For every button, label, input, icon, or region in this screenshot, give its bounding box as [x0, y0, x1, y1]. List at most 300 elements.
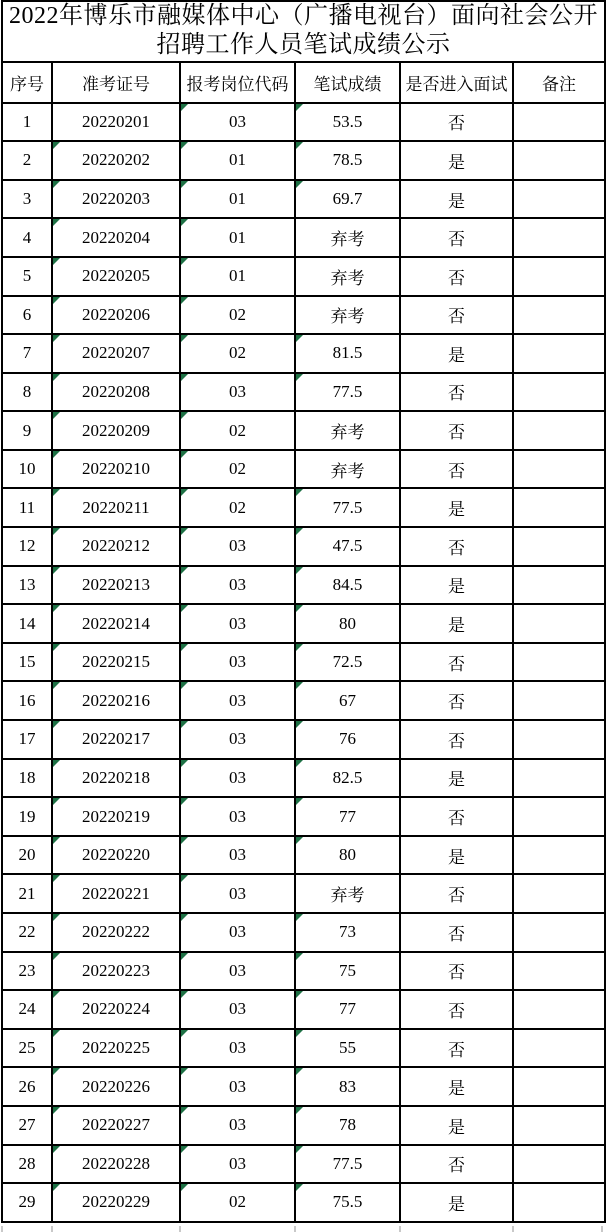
cell-remark: [513, 1029, 605, 1068]
table-row: [2, 681, 605, 720]
error-indicator-icon: [296, 528, 303, 535]
cell-exam-id-text: 20220217: [82, 729, 150, 749]
cell-exam-id-text: 20220213: [82, 574, 150, 594]
cell-interview-flag: [400, 180, 513, 219]
cell-exam-id-text: 20220216: [82, 690, 150, 710]
cell-position-code: [180, 913, 295, 952]
error-indicator-icon: [53, 451, 60, 458]
cell-interview-flag-text: 否: [448, 654, 465, 674]
cell-row-number-text: 18: [18, 767, 36, 787]
cell-position-code: [180, 218, 295, 257]
error-indicator-icon: [181, 142, 188, 149]
cell-written-score: [295, 1106, 400, 1145]
cell-remark: [513, 103, 605, 142]
cell-exam-id: [52, 1029, 180, 1068]
cell-exam-id-text: 20220211: [82, 497, 150, 517]
cell-written-score-text: 73: [339, 922, 356, 942]
table-row: [2, 566, 605, 605]
cell-exam-id: [52, 103, 180, 142]
cell-exam-id-text: 20220201: [82, 111, 150, 131]
cell-remark: [513, 527, 605, 566]
cell-exam-id: [52, 450, 180, 489]
cell-remark: [513, 373, 605, 412]
cell-exam-id-text: 20220218: [82, 767, 150, 787]
cell-written-score: [295, 373, 400, 412]
cell-exam-id-text: 20220212: [82, 536, 150, 556]
cell-row-number-text: 3: [22, 189, 32, 209]
cell-exam-id: [52, 296, 180, 335]
title-row: [2, 1, 605, 62]
cell-exam-id-text: 20220222: [82, 922, 150, 942]
cell-position-code: [180, 797, 295, 836]
error-indicator-icon: [53, 1146, 60, 1153]
cell-exam-id-text: 20220214: [82, 613, 150, 633]
table-row: [2, 296, 605, 335]
error-indicator-icon: [296, 374, 303, 381]
cell-interview-flag: [400, 1183, 513, 1222]
cell-interview-flag: [400, 952, 513, 991]
error-indicator-icon: [296, 489, 303, 496]
cell-written-score: [295, 759, 400, 798]
cell-interview-flag-text: 是: [448, 345, 465, 365]
cell-exam-id-text: 20220227: [82, 1115, 150, 1135]
table-row: [2, 218, 605, 257]
cell-position-code: [180, 257, 295, 296]
cell-interview-flag-text: 否: [448, 809, 465, 829]
cell-interview-flag: [400, 836, 513, 875]
cell-written-score-text: 78: [339, 1115, 356, 1135]
cell-row-number-text: 17: [18, 729, 36, 749]
error-indicator-icon: [53, 258, 60, 265]
cell-interview-flag-text: 否: [448, 114, 465, 134]
cell-position-code: [180, 759, 295, 798]
cell-row-number-text: 6: [22, 304, 32, 324]
cell-exam-id-text: 20220215: [82, 652, 150, 672]
cell-position-code: [180, 296, 295, 335]
cell-exam-id-text: 20220226: [82, 1076, 150, 1096]
cell-position-code: [180, 566, 295, 605]
error-indicator-icon: [181, 721, 188, 728]
cell-written-score-text: 77: [339, 999, 356, 1019]
cell-written-score: [295, 990, 400, 1029]
cell-row-number: [2, 836, 52, 875]
cell-position-code: [180, 1067, 295, 1106]
cell-position-code-text: 03: [229, 767, 246, 787]
table-row: [2, 604, 605, 643]
cell-written-score: [295, 450, 400, 489]
cell-exam-id-text: 20220202: [82, 150, 150, 170]
cell-position-code: [180, 720, 295, 759]
cell-position-code: [180, 450, 295, 489]
error-indicator-icon: [181, 914, 188, 921]
cell-interview-flag-text: 否: [448, 924, 465, 944]
table-row: [2, 874, 605, 913]
cell-remark: [513, 759, 605, 798]
cell-position-code-text: 03: [229, 111, 246, 131]
error-indicator-icon: [181, 258, 188, 265]
cell-exam-id: [52, 1106, 180, 1145]
cell-remark: [513, 1145, 605, 1184]
cell-row-number-text: 12: [18, 536, 36, 556]
cell-position-code: [180, 488, 295, 527]
table-row: [2, 373, 605, 412]
cell-position-code: [180, 1029, 295, 1068]
cell-exam-id: [52, 334, 180, 373]
cell-position-code-text: 03: [229, 381, 246, 401]
error-indicator-icon: [296, 567, 303, 574]
cell-written-score: [295, 874, 400, 913]
cell-position-code-text: 03: [229, 806, 246, 826]
cell-remark: [513, 296, 605, 335]
error-indicator-icon: [181, 1184, 188, 1191]
cell-position-code-text: 03: [229, 1153, 246, 1173]
error-indicator-icon: [181, 991, 188, 998]
cell-written-score-text: 76: [339, 729, 356, 749]
cell-interview-flag: [400, 759, 513, 798]
cell-interview-flag: [400, 257, 513, 296]
error-indicator-icon: [181, 335, 188, 342]
cell-interview-flag: [400, 488, 513, 527]
error-indicator-icon: [296, 335, 303, 342]
cell-position-code-text: 02: [229, 343, 246, 363]
cell-exam-id-text: 20220229: [82, 1192, 150, 1212]
cell-written-score-text: 77.5: [332, 1153, 363, 1173]
cell-remark: [513, 874, 605, 913]
error-indicator-icon: [53, 875, 60, 882]
cell-row-number-text: 23: [18, 960, 36, 980]
cell-row-number: [2, 488, 52, 527]
cell-written-score-text: 弃考: [330, 461, 365, 481]
error-indicator-icon: [181, 1068, 188, 1075]
column-header-interview: 是否进入面试: [400, 62, 513, 103]
cell-row-number: [2, 527, 52, 566]
cell-interview-flag-text: 否: [448, 461, 465, 481]
cell-exam-id-text: 20220209: [82, 420, 150, 440]
cell-written-score-text: 75.5: [332, 1192, 363, 1212]
cell-interview-flag: [400, 604, 513, 643]
cell-exam-id-text: 20220210: [82, 459, 150, 479]
cell-remark: [513, 180, 605, 219]
cell-interview-flag-text: 否: [448, 731, 465, 751]
table-row: [2, 952, 605, 991]
error-indicator-icon: [181, 1146, 188, 1153]
cell-written-score-text: 75: [339, 960, 356, 980]
error-indicator-icon: [296, 1184, 303, 1191]
table-row: [2, 1183, 605, 1222]
cell-row-number-text: 21: [18, 883, 36, 903]
cell-position-code: [180, 411, 295, 450]
cell-interview-flag-text: 是: [448, 577, 465, 597]
error-indicator-icon: [181, 1107, 188, 1114]
cell-written-score-text: 77: [339, 806, 356, 826]
cell-position-code-text: 03: [229, 690, 246, 710]
gridline-stub: [512, 1226, 514, 1232]
error-indicator-icon: [181, 605, 188, 612]
cell-row-number-text: 2: [22, 150, 32, 170]
error-indicator-icon: [296, 142, 303, 149]
error-indicator-icon: [296, 605, 303, 612]
error-indicator-icon: [296, 104, 303, 111]
cell-position-code: [180, 681, 295, 720]
error-indicator-icon: [53, 798, 60, 805]
error-indicator-icon: [53, 374, 60, 381]
cell-row-number-text: 14: [18, 613, 36, 633]
error-indicator-icon: [181, 219, 188, 226]
cell-remark: [513, 720, 605, 759]
cell-position-code: [180, 990, 295, 1029]
table-row: [2, 103, 605, 142]
cell-exam-id-text: 20220220: [82, 845, 150, 865]
gridline-stub: [294, 1226, 296, 1232]
error-indicator-icon: [53, 142, 60, 149]
cell-exam-id-text: 20220225: [82, 1038, 150, 1058]
cell-row-number: [2, 759, 52, 798]
cell-row-number: [2, 411, 52, 450]
error-indicator-icon: [296, 798, 303, 805]
error-indicator-icon: [181, 567, 188, 574]
error-indicator-icon: [296, 914, 303, 921]
cell-exam-id: [52, 797, 180, 836]
cell-exam-id-text: 20220219: [82, 806, 150, 826]
cell-exam-id-text: 20220208: [82, 381, 150, 401]
cell-written-score: [295, 913, 400, 952]
cell-position-code-text: 03: [229, 613, 246, 633]
cell-interview-flag: [400, 566, 513, 605]
error-indicator-icon: [53, 412, 60, 419]
error-indicator-icon: [296, 721, 303, 728]
cell-position-code-text: 03: [229, 999, 246, 1019]
cell-interview-flag: [400, 141, 513, 180]
cell-exam-id: [52, 836, 180, 875]
cell-row-number: [2, 1067, 52, 1106]
cell-row-number: [2, 566, 52, 605]
cell-interview-flag: [400, 450, 513, 489]
cell-exam-id: [52, 411, 180, 450]
table-body: [2, 103, 605, 1222]
cell-interview-flag-text: 否: [448, 1156, 465, 1176]
cell-position-code-text: 03: [229, 1115, 246, 1135]
error-indicator-icon: [181, 297, 188, 304]
cell-row-number-text: 25: [18, 1038, 36, 1058]
cell-row-number: [2, 450, 52, 489]
cell-exam-id: [52, 720, 180, 759]
cell-row-number-text: 9: [22, 420, 32, 440]
table-row: [2, 334, 605, 373]
cell-position-code: [180, 874, 295, 913]
cell-row-number-text: 13: [18, 574, 36, 594]
cell-row-number: [2, 257, 52, 296]
cell-remark: [513, 681, 605, 720]
cell-written-score-text: 78.5: [332, 150, 363, 170]
cell-exam-id-text: 20220224: [82, 999, 150, 1019]
cell-position-code-text: 03: [229, 960, 246, 980]
cell-written-score: [295, 1145, 400, 1184]
cell-remark: [513, 566, 605, 605]
cell-written-score: [295, 527, 400, 566]
error-indicator-icon: [296, 991, 303, 998]
cell-exam-id-text: 20220221: [82, 883, 150, 903]
cell-row-number: [2, 952, 52, 991]
cell-row-number: [2, 103, 52, 142]
cell-interview-flag: [400, 296, 513, 335]
cell-written-score-text: 弃考: [330, 268, 365, 288]
cell-interview-flag-text: 是: [448, 500, 465, 520]
cell-exam-id: [52, 643, 180, 682]
cell-interview-flag-text: 否: [448, 1001, 465, 1021]
error-indicator-icon: [296, 682, 303, 689]
error-indicator-icon: [53, 567, 60, 574]
cell-position-code-text: 03: [229, 1076, 246, 1096]
cell-written-score-text: 82.5: [332, 767, 363, 787]
table-row: [2, 1106, 605, 1145]
cell-remark: [513, 836, 605, 875]
cell-position-code-text: 01: [229, 150, 246, 170]
error-indicator-icon: [53, 1030, 60, 1037]
table-row: [2, 759, 605, 798]
table-row: [2, 141, 605, 180]
cell-interview-flag-text: 是: [448, 1117, 465, 1137]
table-row: [2, 450, 605, 489]
cell-written-score: [295, 1029, 400, 1068]
cell-exam-id: [52, 218, 180, 257]
error-indicator-icon: [53, 837, 60, 844]
cell-interview-flag-text: 是: [448, 847, 465, 867]
cell-written-score: [295, 1067, 400, 1106]
table-row: [2, 913, 605, 952]
cell-written-score-text: 77.5: [332, 497, 363, 517]
cell-row-number-text: 7: [22, 343, 32, 363]
cell-written-score: [295, 141, 400, 180]
error-indicator-icon: [296, 837, 303, 844]
cell-exam-id: [52, 180, 180, 219]
cell-row-number: [2, 797, 52, 836]
cell-row-number-text: 27: [18, 1115, 36, 1135]
error-indicator-icon: [296, 1068, 303, 1075]
column-header-no: 序号: [2, 62, 52, 103]
table-row: [2, 257, 605, 296]
cell-row-number: [2, 643, 52, 682]
cell-remark: [513, 604, 605, 643]
table-row: [2, 836, 605, 875]
cell-exam-id: [52, 759, 180, 798]
error-indicator-icon: [181, 374, 188, 381]
cell-written-score-text: 47.5: [332, 536, 363, 556]
cell-position-code-text: 03: [229, 845, 246, 865]
gridline-stub: [179, 1226, 181, 1232]
cell-exam-id: [52, 566, 180, 605]
cell-written-score: [295, 797, 400, 836]
cell-written-score: [295, 1183, 400, 1222]
error-indicator-icon: [53, 682, 60, 689]
cell-row-number-text: 11: [18, 497, 36, 517]
error-indicator-icon: [181, 837, 188, 844]
cell-written-score: [295, 836, 400, 875]
cell-position-code-text: 03: [229, 922, 246, 942]
cell-interview-flag: [400, 411, 513, 450]
error-indicator-icon: [53, 914, 60, 921]
cell-position-code-text: 01: [229, 266, 246, 286]
cell-written-score: [295, 720, 400, 759]
cell-exam-id: [52, 952, 180, 991]
cell-interview-flag: [400, 1029, 513, 1068]
cell-remark: [513, 488, 605, 527]
column-header-position-code: 报考岗位代码: [180, 62, 295, 103]
cell-row-number: [2, 218, 52, 257]
cell-remark: [513, 411, 605, 450]
cell-position-code-text: 01: [229, 189, 246, 209]
error-indicator-icon: [181, 953, 188, 960]
error-indicator-icon: [296, 760, 303, 767]
cell-interview-flag-text: 是: [448, 616, 465, 636]
cell-exam-id: [52, 488, 180, 527]
cell-row-number-text: 22: [18, 922, 36, 942]
gridline-stub: [601, 1226, 603, 1232]
cell-row-number-text: 16: [18, 690, 36, 710]
cell-position-code: [180, 180, 295, 219]
cell-row-number: [2, 874, 52, 913]
table-row: [2, 1145, 605, 1184]
cell-position-code-text: 03: [229, 536, 246, 556]
cell-row-number: [2, 681, 52, 720]
cell-interview-flag: [400, 218, 513, 257]
cell-row-number-text: 26: [18, 1076, 36, 1096]
cell-exam-id-text: 20220205: [82, 266, 150, 286]
error-indicator-icon: [181, 181, 188, 188]
cell-written-score: [295, 334, 400, 373]
cell-row-number-text: 24: [18, 999, 36, 1019]
table-row: [2, 990, 605, 1029]
error-indicator-icon: [181, 104, 188, 111]
cell-row-number-text: 29: [18, 1192, 36, 1212]
error-indicator-icon: [296, 644, 303, 651]
cell-row-number: [2, 180, 52, 219]
error-indicator-icon: [53, 1107, 60, 1114]
cell-row-number: [2, 1029, 52, 1068]
error-indicator-icon: [181, 760, 188, 767]
cell-row-number-text: 15: [18, 652, 36, 672]
cutoff-gridlines: [0, 1226, 608, 1232]
page-title: 2022年博乐市融媒体中心（广播电视台）面向社会公开招聘工作人员笔试成绩公示: [2, 1, 605, 62]
cell-row-number-text: 10: [18, 459, 36, 479]
cell-position-code-text: 03: [229, 574, 246, 594]
error-indicator-icon: [53, 297, 60, 304]
cell-exam-id: [52, 257, 180, 296]
error-indicator-icon: [53, 1184, 60, 1191]
cell-written-score: [295, 643, 400, 682]
cell-written-score-text: 弃考: [330, 307, 365, 327]
error-indicator-icon: [53, 1068, 60, 1075]
error-indicator-icon: [53, 528, 60, 535]
cell-position-code: [180, 334, 295, 373]
cell-interview-flag: [400, 643, 513, 682]
cell-written-score-text: 弃考: [330, 886, 365, 906]
cell-row-number: [2, 141, 52, 180]
error-indicator-icon: [53, 335, 60, 342]
cell-position-code: [180, 1183, 295, 1222]
cell-interview-flag-text: 否: [448, 384, 465, 404]
cell-interview-flag: [400, 334, 513, 373]
cell-written-score: [295, 103, 400, 142]
cell-position-code-text: 02: [229, 459, 246, 479]
cell-interview-flag: [400, 720, 513, 759]
cell-written-score-text: 弃考: [330, 230, 365, 250]
cell-interview-flag-text: 否: [448, 423, 465, 443]
cell-exam-id: [52, 1183, 180, 1222]
cell-interview-flag-text: 是: [448, 191, 465, 211]
cell-written-score-text: 83: [339, 1076, 356, 1096]
cell-exam-id-text: 20220228: [82, 1153, 150, 1173]
cell-position-code: [180, 643, 295, 682]
